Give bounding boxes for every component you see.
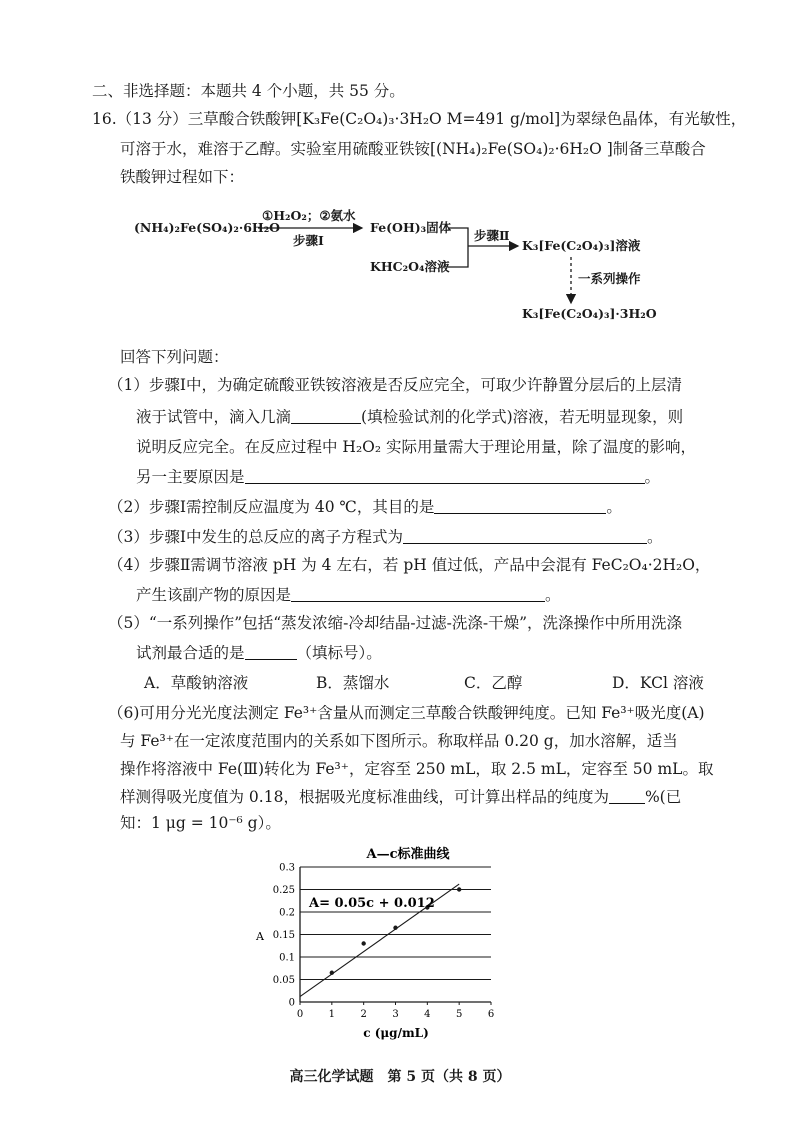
p4-line-1: （4）步骤Ⅱ需调节溶液 pH 为 4 左右，若 pH 值过低，产品中会混有 FeC₂O₄·2H₂O，	[108, 556, 711, 574]
q16-intro-line-3: 铁酸钾过程如下：	[120, 168, 245, 186]
p6-line-5: 知：1 μg = 10⁻⁶ g）。	[120, 814, 281, 832]
p4-blank-reason[interactable]	[291, 585, 545, 602]
chart-x-tick-label: 0	[296, 1009, 304, 1020]
option-a: A．草酸钠溶液	[144, 674, 249, 692]
p5-line-1: （5）“一系列操作”包括“蒸发浓缩-冷却结晶-过滤-洗涤-干燥”，洗涤操作中所用洗涤	[108, 614, 683, 632]
chart-x-tick-label: 1	[328, 1009, 336, 1020]
q16-intro-line-1: 16.（13 分）三草酸合铁酸钾[K₃Fe(C₂O₄)₃·3H₂O M=491 g/mol]为翠绿色晶体，有光敏性，	[92, 110, 747, 128]
p5-blank-choice[interactable]	[245, 643, 297, 660]
chart-y-axis-label: A	[256, 930, 264, 943]
flow-solution: K₃[Fe(C₂O₄)₃]溶液	[522, 238, 641, 253]
p1-line-4	[136, 466, 660, 488]
khc2o4-connector	[448, 246, 468, 267]
p6-line-4-text-a: 样测得吸光度值为 0.18，根据吸光度标准曲线，可计算出样品的纯度为	[120, 788, 609, 806]
p6-line-4	[120, 786, 681, 808]
option-b: B．蒸馏水	[316, 674, 390, 692]
chart-x-tick-label: 6	[487, 1009, 495, 1020]
chart-gridlines	[300, 867, 491, 1002]
flow-product: K₃[Fe(C₂O₄)₃]·3H₂O	[522, 306, 657, 321]
p6-line-3: 操作将溶液中 Fe(Ⅲ)转化为 Fe³⁺，定容至 250 mL，取 2.5 mL，定容至 50 mL。取	[120, 760, 714, 778]
p2-line	[108, 496, 622, 518]
option-c: C．乙醇	[464, 674, 523, 692]
chart-y-tick-label: 0	[288, 997, 295, 1009]
flow-reagents: ①H₂O₂；②氨水	[262, 208, 356, 223]
p1-line-2-text-a: 液于试管中，滴入几滴	[136, 408, 292, 426]
chart-y-tick-label: 0.2	[279, 907, 295, 919]
p5-line-2-text-a: 试剂最合适的是	[136, 644, 245, 662]
p5-line-2	[136, 642, 382, 664]
section-header: 二、非选择题：本题共 4 个小题，共 55 分。	[92, 82, 405, 100]
p2-blank-purpose[interactable]	[434, 497, 606, 514]
p6-line-4-text-b: %(已	[644, 788, 682, 806]
p5-line-2-text-b: （填标号）。	[296, 644, 382, 662]
chart-x-tick-label: 2	[360, 1009, 367, 1020]
chart-y-tick-label: 0.05	[272, 975, 295, 986]
chart-x-tick-label: 3	[392, 1009, 399, 1020]
p4-line-2-text-b: 。	[545, 586, 561, 604]
answer-prompt: 回答下列问题：	[120, 348, 229, 366]
p3-text-b: 。	[647, 528, 663, 546]
chart-y-tick-label: 0.15	[272, 930, 295, 941]
chart-title: A—c标准曲线	[366, 847, 450, 862]
p2-text-b: 。	[606, 498, 622, 516]
p3-line	[108, 526, 663, 548]
chart-data-point	[393, 926, 397, 930]
p1-line-2-text-b: (填检验试剂的化学式)溶液，若无明显现象，则	[361, 408, 684, 426]
p1-blank-reason[interactable]	[245, 467, 645, 484]
chart-y-tick-label: 0.3	[279, 862, 295, 874]
p3-text-a: （3）步骤Ⅰ中发生的总反应的离子方程式为	[108, 528, 403, 546]
p1-line-3: 说明反应完全。在反应过程中 H₂O₂ 实际用量需大于理论用量，除了温度的影响，	[136, 438, 697, 456]
chart-y-tick-label: 0.1	[279, 952, 295, 964]
q16-intro-line-2: 可溶于水，难溶于乙醇。实验室用硫酸亚铁铵[(NH₄)₂Fe(SO₄)₂·6H₂O ]制备三草酸合	[120, 140, 706, 158]
chart-x-axis-label: c (μg/mL)	[363, 1026, 429, 1040]
chart-data-point	[330, 971, 334, 975]
chart-y-tick-label: 0.25	[272, 885, 295, 896]
page-footer: 高三化学试题 第 5 页（共 8 页）	[289, 1069, 511, 1085]
p1-line-4-text-b: 。	[644, 468, 661, 486]
p1-line-1: （1）步骤Ⅰ中，为确定硫酸亚铁铵溶液是否反应完全，可取少许静置分层后的上层清	[108, 376, 682, 394]
flow-fe-oh3: Fe(OH)₃固体	[370, 220, 452, 235]
chart-y-ticks	[273, 863, 295, 1009]
flow-series-ops: 一系列操作	[578, 271, 641, 286]
p4-line-2	[136, 584, 561, 606]
chart-equation: A= 0.05c + 0.012	[309, 896, 435, 911]
flow-step1-label: 步骤Ⅰ	[293, 233, 324, 248]
p6-blank-purity[interactable]	[609, 787, 645, 804]
absorbance-standard-curve-chart	[240, 838, 520, 1043]
flow-step2-label: 步骤Ⅱ	[474, 228, 510, 243]
chart-x-tick-label: 5	[455, 1009, 463, 1020]
p6-line-1: （6)可用分光光度法测定 Fe³⁺含量从而测定三草酸合铁酸钾纯度。已知 Fe³⁺吸光度(A)	[108, 704, 705, 722]
chart-x-ticks	[297, 1002, 494, 1020]
p3-blank-equation[interactable]	[403, 527, 647, 544]
chart-data-point	[361, 941, 365, 945]
p2-text-a: （2）步骤Ⅰ需控制反应温度为 40 ℃，其目的是	[108, 498, 435, 516]
option-d: D．KCl 溶液	[612, 674, 704, 692]
chart-data-point	[457, 887, 461, 891]
p1-blank-reagent[interactable]	[291, 407, 361, 424]
p6-line-2: 与 Fe³⁺在一定浓度范围内的关系如下图所示。称取样品 0.20 g，加水溶解，适当	[120, 732, 678, 750]
chart-x-tick-label: 4	[424, 1009, 431, 1020]
flow-start-compound: (NH₄)₂Fe(SO₄)₂·6H₂O	[134, 220, 281, 235]
flow-khc2o4: KHC₂O₄溶液	[370, 259, 450, 274]
p1-line-2	[136, 406, 683, 428]
p4-line-2-text-a: 产生该副产物的原因是	[136, 586, 292, 604]
p1-line-4-text-a: 另一主要原因是	[136, 468, 245, 486]
